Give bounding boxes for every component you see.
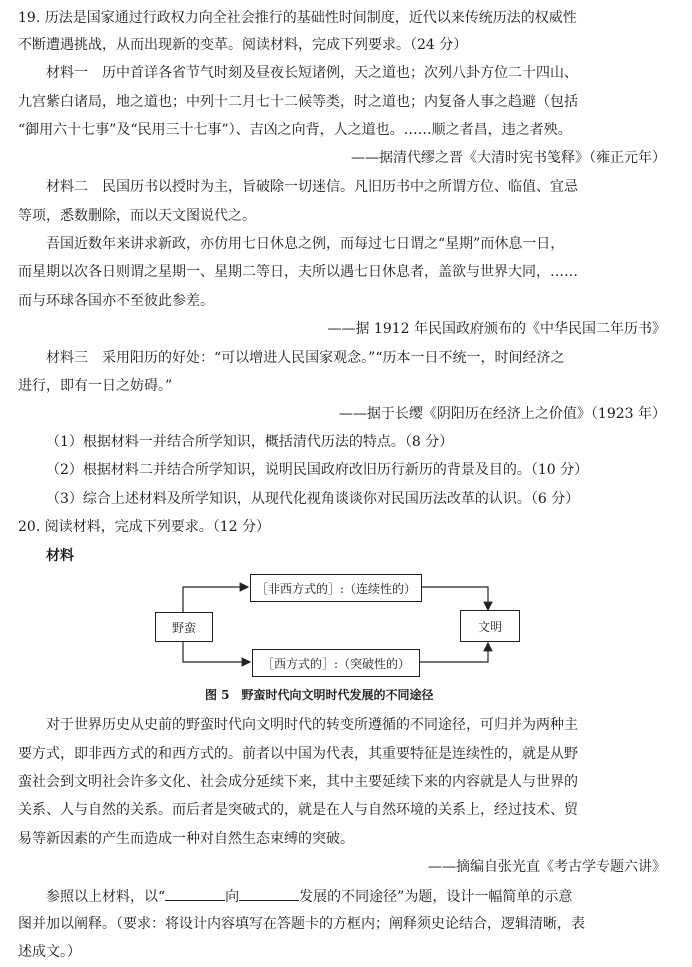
task-text-b: 向 xyxy=(225,889,240,905)
task-text-a: 参照以上材料，以“ xyxy=(46,889,166,905)
material2-line5: 而与环球各国亦不至彼此参差。 xyxy=(18,293,214,309)
q19-question-3: （3）综合上述材料及所学知识，从现代化视角谈谈你对民国历法改革的认识。（6 分） xyxy=(46,491,580,507)
q19-question-1: （1）根据材料一并结合所学知识，概括清代历法的特点。（8 分） xyxy=(46,434,454,450)
material2-line4: 而星期以次各日则谓之星期一、星期二等日，夫所以遇七日休息者，盖欲与世界大同，…… xyxy=(18,264,578,280)
material2-line3: 吾国近数年来讲求新政，亦仿用七日休息之例，而每过七日谓之“星期”而休息一日， xyxy=(46,236,565,252)
q20-para-line1: 对于世界历史从史前的野蛮时代向文明时代的转变所遵循的不同途径，可归并为两种主 xyxy=(46,717,578,733)
material3-source: ——据于长缨《阴阳历在经济上之价值》（1923 年） xyxy=(338,406,666,422)
arrow-left-to-bottom xyxy=(183,641,250,662)
q19-stem-line2: 不断遭遇挑战，从而出现新的变革。阅读材料，完成下列要求。（24 分） xyxy=(18,37,468,53)
answer-blank-2 xyxy=(239,886,299,901)
q20-task-line2: 图并加以阐释。（要求：将设计内容填写在答题卡的方框内；阐释须史论结合，逻辑清晰，表 xyxy=(18,916,585,932)
task-text-c: 发展的不同途径”为题，设计一幅简单的示意 xyxy=(299,889,573,905)
q20-material-label: 材料 xyxy=(46,548,74,564)
material1-source: ——据清代缪之晋《大清时宪书笺释》（雍正元年） xyxy=(351,150,666,166)
q20-task-line1 xyxy=(46,886,692,907)
arrow-left-to-top xyxy=(183,587,248,613)
q20-para-line4: 关系、人与自然的关系。而后者是突破式的，就是在人与自然环境的关系上，经过技术、贸 xyxy=(18,802,578,818)
box-non-western: ［非西方式的］:（连续性的） xyxy=(250,574,422,602)
material1-line2: 九宫紫白诸局，地之道也；中列十二月七十二候等类，时之道也；内复备人事之趋避（包括 xyxy=(18,94,578,110)
q20-para-line3: 蛮社会到文明社会许多文化、社会成分延续下来，其中主要延续下来的内容就是人与世界的 xyxy=(18,774,578,790)
q20-task-line3: 述成文。） xyxy=(18,944,81,960)
q20-stem: 20. 阅读材料，完成下列要求。（12 分） xyxy=(18,519,270,535)
material3-line1: 材料三 采用阳历的好处：“可以增进人民国家观念。”“历本一日不统一，时间经济之 xyxy=(46,350,565,366)
q20-source: ——摘编自张光直《考古学专题六讲》 xyxy=(428,859,666,875)
q19-stem-line1: 19. 历法是国家通过行政权力向全社会推行的基础性时间制度，近代以来传统历法的权威性 xyxy=(18,10,577,26)
material2-line2: 等项，悉数删除，而以天文图说代之。 xyxy=(18,208,256,224)
answer-blank-1 xyxy=(165,886,225,901)
material3-line2: 进行，即有一日之妨碍。” xyxy=(18,378,173,394)
figure-caption: 图 5 野蛮时代向文明时代发展的不同途径 xyxy=(205,688,434,702)
box-barbarism: 野蛮 xyxy=(155,612,213,642)
q20-para-line5: 易等新因素的产生而造成一种对自然生态束缚的突破。 xyxy=(18,831,354,847)
box-civilization: 文明 xyxy=(460,610,520,642)
q19-question-2: （2）根据材料二并结合所学知识，说明民国政府改旧历行新历的背景及目的。（10 分） xyxy=(46,462,589,478)
material2-line1: 材料二 民国历书以授时为主，旨破除一切迷信。凡旧历书中之所谓方位、临值、宜忌 xyxy=(46,179,578,195)
box-western: ［西方式的］:（突破性的） xyxy=(252,649,420,677)
arrow-top-to-right xyxy=(420,587,488,610)
arrow-bottom-to-right xyxy=(418,643,488,662)
material1-line3: “御用六十七事”及“民用三十七事”）、吉凶之向背，人之道也。……顺之者昌，违之者殃。 xyxy=(18,122,572,138)
material1-line1: 材料一 历中首详各省节气时刻及昼夜长短诸例，天之道也；次列八卦方位二十四山、 xyxy=(46,65,578,81)
material2-source: ——据 1912 年民国政府颁布的《中华民国二年历书》 xyxy=(327,321,666,337)
q20-para-line2: 要方式，即非西方式的和西方式的。前者以中国为代表，其重要特征是连续性的，就是从野 xyxy=(18,746,578,762)
